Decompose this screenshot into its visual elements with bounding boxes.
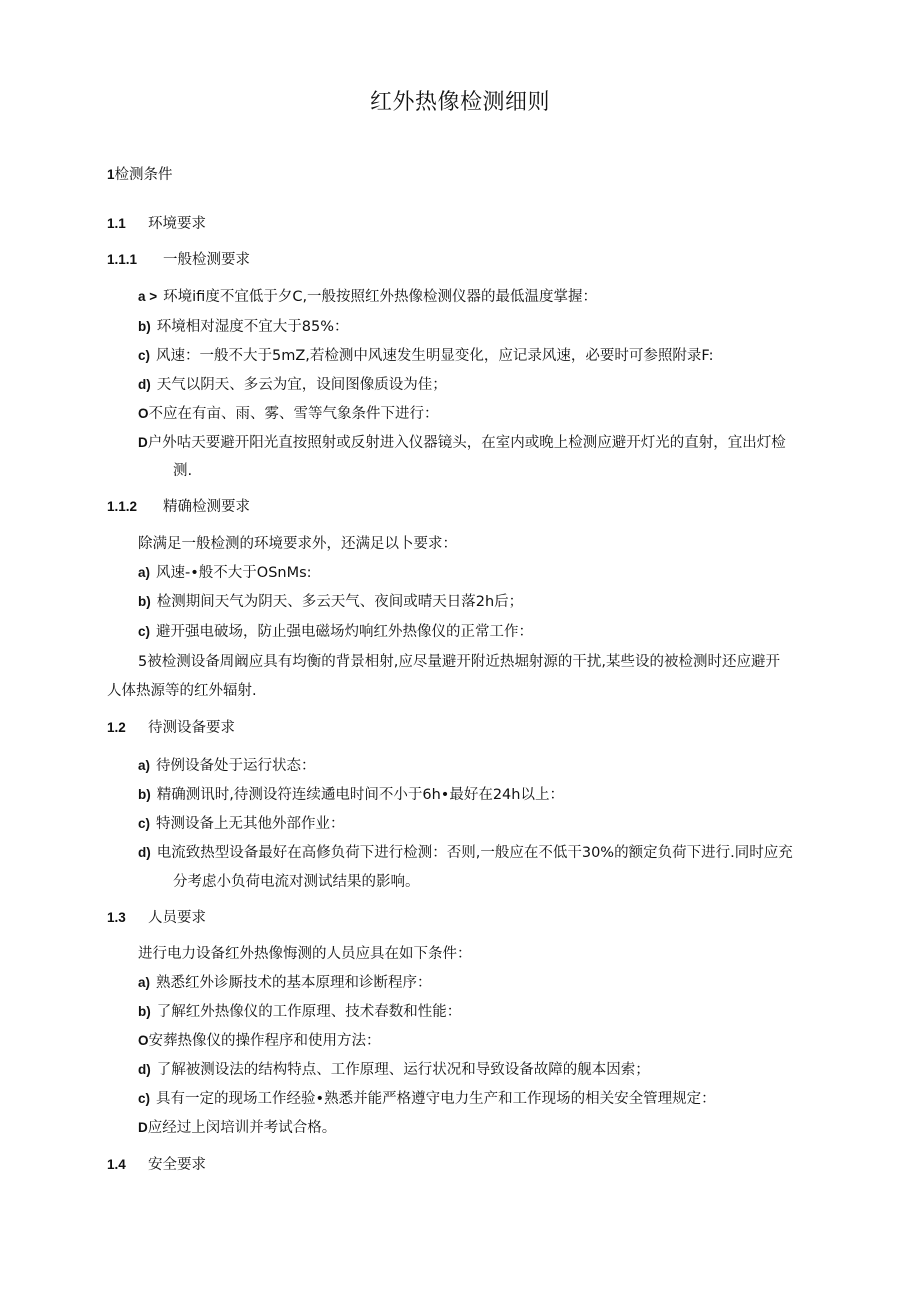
section-title: 一般检测要求 [163, 252, 250, 268]
list-item: a > 环境ifi度不宜低于夕C,一般按照红外热像检测仪器的最低温度掌握： [138, 289, 598, 305]
paragraph-continuation: 人体热源等的红外辐射. [107, 683, 257, 699]
section-number: 1.1.1 [107, 252, 138, 267]
section-number: 1.1 [107, 216, 126, 231]
list-item: b) 检测期间天气为阴天、多云天气、夜间或晴天日落2h后； [138, 594, 524, 610]
list-item: c) 避开强电破场，防止强电磁场灼响红外热像仪的正常工作： [138, 624, 534, 640]
section-1-3-heading [107, 908, 206, 928]
section-number: 1.4 [107, 1157, 126, 1172]
list-item-continuation: 测. [173, 463, 193, 479]
list-item: a) 风速-•般不大于OSnMs: [138, 565, 312, 581]
list-item-continuation: 分考虑小负荷电流对测试结果的影响。 [173, 874, 420, 890]
list-item: D应经过上闵培训并考试合格。 [138, 1120, 337, 1136]
list-item: d) 天气以阴天、多云为宜，设间图像质设为佳； [138, 377, 447, 393]
section-title: 环境要求 [148, 216, 206, 232]
list-item: a) 待例设备处于运行状态： [138, 758, 316, 774]
section-number: 1.3 [107, 910, 126, 925]
section-title: 安全要求 [148, 1157, 206, 1173]
list-item: O安葬热像仪的操作程序和使用方法： [138, 1033, 381, 1049]
list-item: b) 了解红外热像仪的工作原理、技术春数和性能： [138, 1004, 462, 1020]
paragraph: 5被检测设备周阚应具有均衡的背景相射,应尽量避开附近热堀射源的干扰,某些设的被检测时还应避开 [138, 654, 780, 670]
section-title: 人员要求 [148, 910, 206, 926]
list-item: O不应在有亩、雨、雾、雪等气象条件下进行： [138, 406, 439, 422]
list-item: d) 电流致热型设备最好在高修负荷下进行检测：否则,一般应在不低干30%的额定负荷下进行.同时应充 [138, 845, 793, 861]
list-item: d) 了解被测设法的结构特点、工作原理、运行状况和导致设备故障的舰本因索； [138, 1062, 650, 1078]
section-1-title: 检测条件 [114, 167, 173, 183]
section-number: 1.2 [107, 720, 126, 735]
list-item: b) 精确测讯时,待测设符连续遹电时间不小于6h•最好在24h以上： [138, 787, 564, 803]
list-item: b) 环境相对湿度不宜大于85%： [138, 319, 349, 335]
section-title: 待测设备要求 [148, 720, 235, 736]
section-1-1-heading [107, 214, 206, 234]
list-item: c) 风速：一般不大于5mZ,若检测中风速发生明显变化，应记录风速，必要时可参照附录F: [138, 348, 714, 364]
section-number: 1.1.2 [107, 499, 138, 514]
list-item: c) 具有一定的现场工作经验•熟悉并能严格遵守电力生产和工作现场的相关安全管理规定： [138, 1091, 716, 1107]
list-item: a) 熟悉红外诊厮技术的基本原理和诊断程序： [138, 975, 432, 991]
section-1-4-heading [107, 1155, 206, 1175]
section-1-heading: 1检测条件 [107, 167, 173, 183]
list-item: D户外咕天要避开阳光直按照射或反射进入仪器镜头，在室内或晚上检测应避开灯光的直射，宜出灯检 [138, 435, 786, 451]
list-item: c) 特测设备上无其他外部作业： [138, 816, 345, 832]
paragraph-intro: 进行电力设备红外热像悔测的人员应具在如下条件： [138, 946, 472, 962]
document-title: 红外热像检测细则 [369, 90, 550, 115]
section-1-1-2-heading [107, 497, 250, 517]
paragraph-intro: 除满足一般检测的环境要求外，还满足以卜要求： [138, 536, 457, 552]
section-1-2-heading [107, 718, 235, 738]
section-1-1-1-heading [107, 250, 250, 270]
section-title: 精确检测要求 [163, 499, 250, 515]
